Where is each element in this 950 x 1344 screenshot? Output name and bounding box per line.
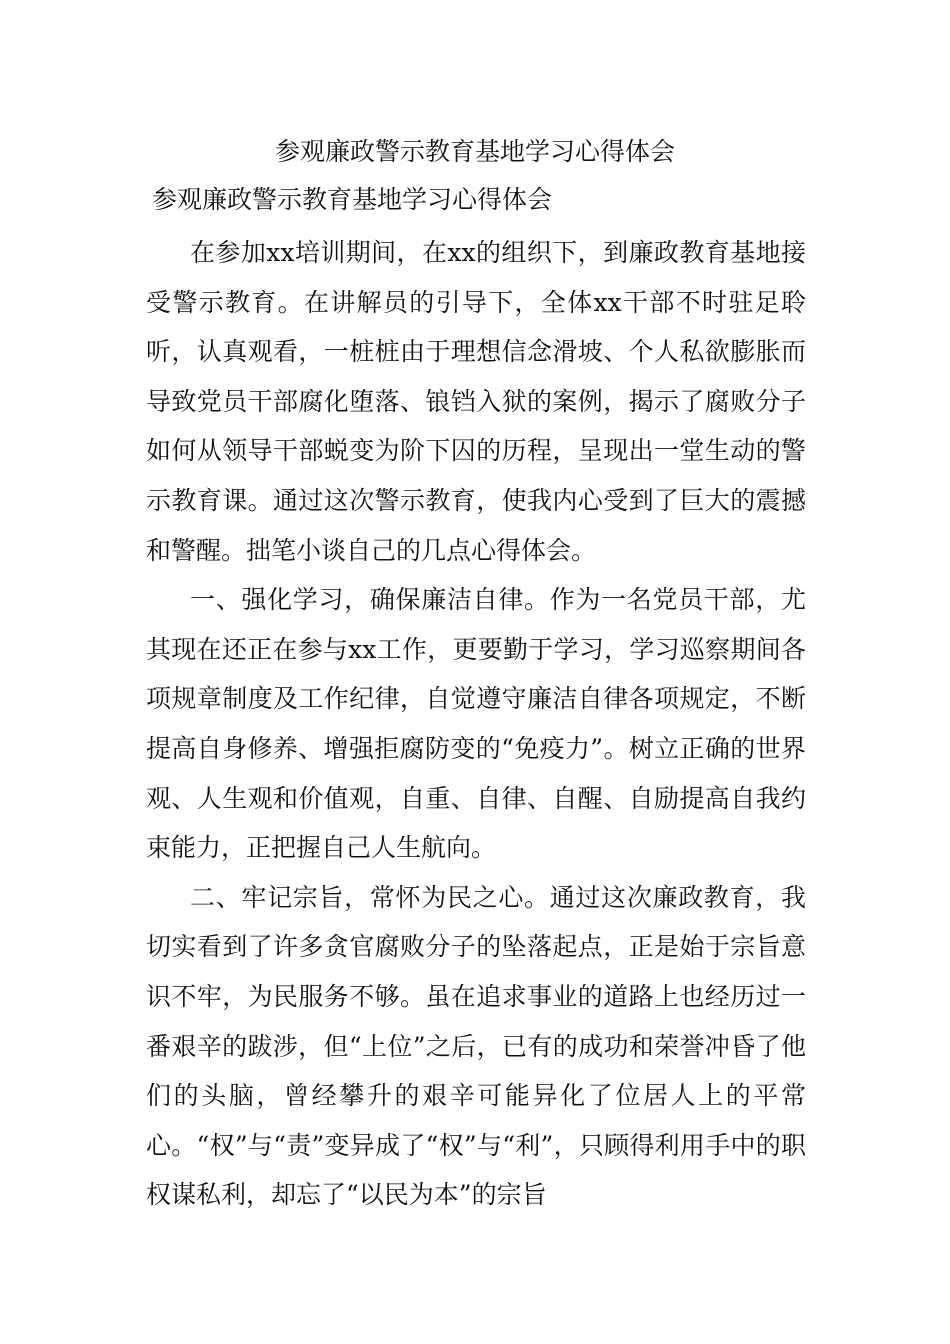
paragraph-point-two: 二、牢记宗旨，常怀为民之心。通过这次廉政教育，我切实看到了许多贪官腐败分子的坠落起点，正是始于宗旨意识不牢，为民服务不够。虽在追求事业的道路上也经历过一番艰辛的跋涉，但“上位”之后，已有的成功和荣誉冲昏了他们的头脑，曾经攀升的艰辛可能异化了位居人上的平常心。“权”与“责”变异成了“权”与“利”，只顾得利用手中的职权谋私利，却忘了“以民为本”的宗旨 xyxy=(146,882,806,1210)
document-body xyxy=(146,228,806,1220)
paragraph-intro: 在参加xx培训期间，在xx的组织下，到廉政教育基地接受警示教育。在讲解员的引导下，全体xx干部不时驻足聆听，认真观看，一桩桩由于理想信念滑坡、个人私欲膨胀而导致党员干部腐化堕落、锒铛入狱的案例，揭示了腐败分子如何从领导干部蜕变为阶下囚的历程，呈现出一堂生动的警示教育课。通过这次警示教育，使我内心受到了巨大的震撼和警醒。拙笔小谈自己的几点心得体会。 xyxy=(146,238,806,565)
paragraph-point-one: 一、强化学习，确保廉洁自律。作为一名党员干部，尤其现在还正在参与xx工作，更要勤于学习，学习巡察期间各项规章制度及工作纪律，自觉遵守廉洁自律各项规定，不断提高自身修养、增强拒腐防变的“免疫力”。树立正确的世界观、人生观和价值观，自重、自律、自醒、自励提高自我约束能力，正把握自己人生航向。 xyxy=(146,585,806,863)
document-title: 参观廉政警示教育基地学习心得体会 xyxy=(274,137,675,166)
document-subtitle: 参观廉政警示教育基地学习心得体会 xyxy=(152,185,553,214)
